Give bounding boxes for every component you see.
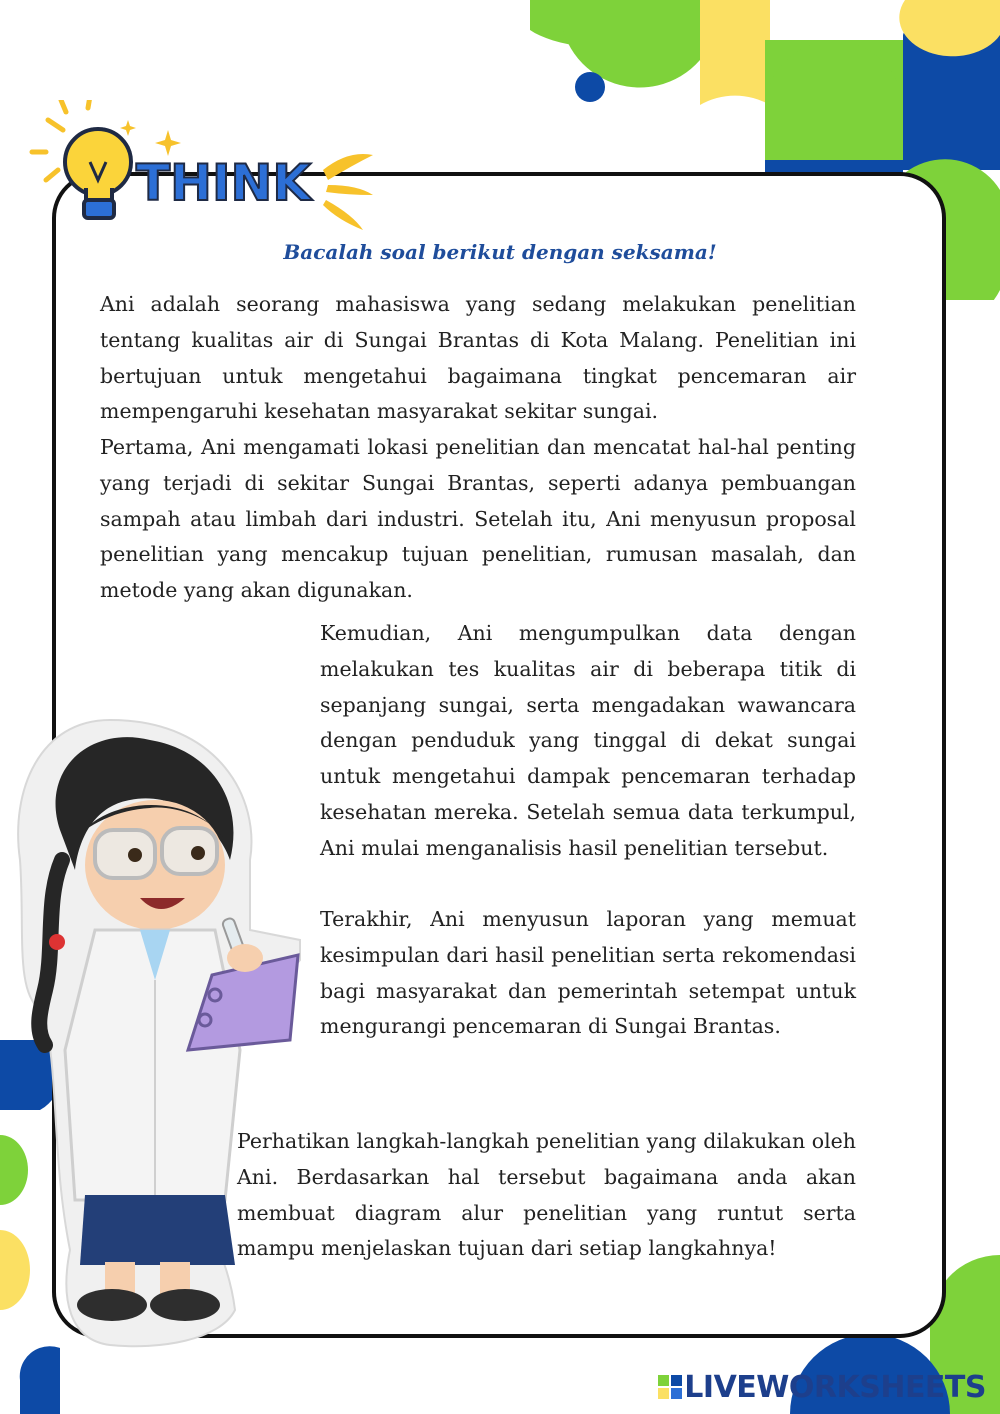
think-title: THINK xyxy=(136,154,312,212)
watermark-text: LIVEWORKSHEETS xyxy=(684,1370,986,1405)
scientist-girl-illustration xyxy=(0,705,310,1365)
lightbulb-icon xyxy=(32,100,131,218)
paragraph-intro: Ani adalah seorang mahasiswa yang sedang melakukan penelitian tentang kualitas air di Sungai Brantas di Kota Malang. Penelitian ini bertujuan untuk mengetahui bagaimana tingkat pencemaran air mempengaruhi kesehatan masyarakat sekitar sungai. xyxy=(100,292,856,424)
think-logo xyxy=(28,100,378,230)
liveworksheets-logo-icon xyxy=(658,1372,682,1396)
paragraph-question: Perhatikan langkah-langkah penelitian yang dilakukan oleh Ani. Berdasarkan hal tersebut bagaimana anda akan membuat diagram alur penelitian yang runtut serta mampu menjelaskan tujuan dari setiap langkahnya! xyxy=(237,1129,856,1261)
paragraph-step-last: Terakhir, Ani menyusun laporan yang memuat kesimpulan dari hasil penelitian serta rekomendasi bagi masyarakat dan pemerintah setempat untuk mengurangi pencemaran di Sungai Brantas. xyxy=(320,907,856,1039)
paragraph-step-then: Kemudian, Ani mengumpulkan data dengan melakukan tes kualitas air di beberapa titik di sepanjang sungai, serta mengadakan wawancara dengan penduduk yang tinggal di dekat sungai untuk mengetahui dampak pencemaran terhadap kesehatan mereka. Setelah semua data terkumpul, Ani mulai menganalisis hasil penelitian tersebut. xyxy=(320,621,856,860)
liveworksheets-watermark xyxy=(658,1370,986,1406)
instruction-subtitle: Bacalah soal berikut dengan seksama! xyxy=(283,240,717,264)
paragraph-step-first: Pertama, Ani mengamati lokasi penelitian dan mencatat hal-hal penting yang terjadi di sekitar Sungai Brantas, seperti adanya pembuangan sampah atau limbah dari industri. Setelah itu, Ani menyusun proposal penelitian yang mencakup tujuan penelitian, rumusan masalah, dan metode yang akan digunakan. xyxy=(100,435,856,603)
flame-decoration-icon xyxy=(323,154,373,230)
